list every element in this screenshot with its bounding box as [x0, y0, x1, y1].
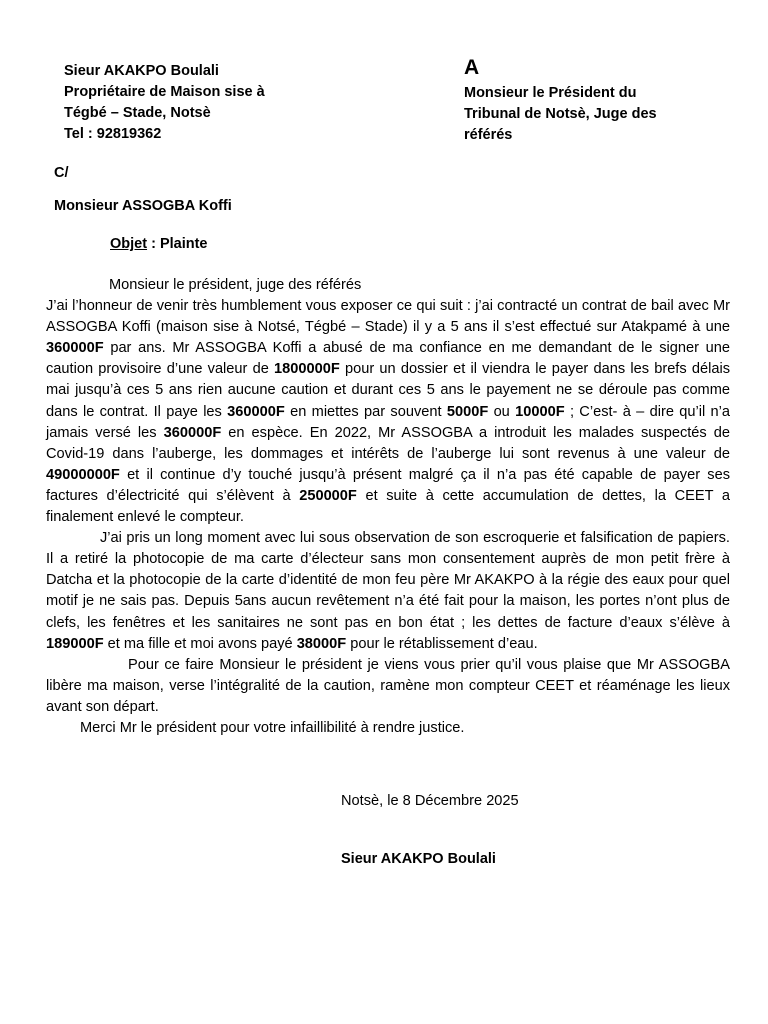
- sender-address-line-2: Tégbé – Stade, Notsè: [64, 105, 211, 121]
- p1-amount-1: 360000F: [46, 340, 104, 357]
- recipient-block: [464, 55, 694, 146]
- signature: Sieur AKAKPO Boulali: [341, 851, 496, 867]
- recipient-prefix: A: [464, 56, 480, 79]
- p2-amount-1: 189000F: [46, 635, 104, 652]
- paragraph-1: [46, 296, 730, 528]
- p1-amount-6: 360000F: [163, 424, 222, 441]
- sender-phone: Tel : 92819362: [64, 126, 162, 142]
- sender-block: [64, 61, 265, 145]
- p1-amount-5: 10000F: [515, 403, 565, 420]
- p1-amount-3: 360000F: [227, 403, 285, 420]
- p1-text-7: en espèce. En 2022, Mr ASSOGBA a introduit les malades suspectés de Covid-19 dans l’auberge, les dommages et intérêts de l’auberge lui sont revenus à une valeur de: [46, 424, 730, 462]
- salutation: Monsieur le président, juge des référés: [109, 277, 362, 293]
- p2-text-1: J’ai pris un long moment avec lui sous observation de son escroquerie et falsification de papiers. Il a retiré la photocopie de ma carte d’électeur sans mon consentement auprès de mon petit frère à Datcha et la photocopie de la carte d’identité de mon feu père Mr AKAKPO à la régie des eaux pour quel motif je ne sais pas. Depuis 5ans aucun revêtement n’a été fait pour la maison, les portes n’ont plus de clefs, les fenêtres et les sanitaires ne sont pas en bon état ; les dettes de facture d’eaux s’élève à: [46, 530, 730, 631]
- p1-text-5: ou: [488, 403, 516, 420]
- p2-amount-2: 38000F: [296, 635, 347, 652]
- p1-text-9: et suite à cette accumulation de dettes, la CEET a finalement enlevé le compteur.: [46, 487, 730, 526]
- p1-text-6: ; C’est- à – dire qu’il n’a jamais versé les: [46, 403, 730, 441]
- paragraph-3: Pour ce faire Monsieur le président je viens vous prier qu’il vous plaise que Mr ASSOGBA libère ma maison, verse l’intégralité de la caution, ramène mon compteur CEET et réaménage les lieux avant son départ.: [46, 656, 730, 715]
- defendant-name: Monsieur ASSOGBA Koffi: [54, 198, 232, 214]
- sender-address-line-1: Propriétaire de Maison sise à: [64, 84, 265, 100]
- p1-text-3: pour un dossier et il viendra le payer dans les brefs délais mai jusqu’à ces 5 ans rien aucune caution et durant ces 5 ans le payement ne se déroule pas comme dans le contrat. Il paye les: [46, 361, 730, 420]
- p2-text-2: et ma fille et moi avons payé: [103, 635, 297, 652]
- p1-text-1: J’ai l’honneur de venir très humblement vous exposer ce qui suit : j’ai contracté un contrat de bail avec Mr ASSOGBA Koffi (maison sise à Notsé, Tégbé – Stade) il y a 5 ans il s’est effectué sur Atakpamé à une: [46, 298, 730, 336]
- p1-text-2: par ans. Mr ASSOGBA Koffi a abusé de ma confiance en me demandant de le signer une caution provisoire d’une valeur de: [46, 340, 730, 378]
- subject-value: Plainte: [159, 236, 208, 252]
- p1-amount-7: 49000000F: [46, 466, 120, 483]
- p2-text-3: pour le rétablissement d’eau.: [346, 635, 538, 652]
- p1-amount-4: 5000F: [446, 403, 489, 420]
- recipient-line-1: Monsieur le Président du: [464, 85, 637, 101]
- recipient-line-2: Tribunal de Notsè, Juge des: [464, 106, 657, 122]
- subject-separator: :: [147, 236, 160, 252]
- sender-name: Sieur AKAKPO Boulali: [64, 63, 219, 79]
- subject-line: [110, 234, 208, 255]
- paragraph-4: Merci Mr le président pour votre infaillibilité à rendre justice.: [80, 719, 465, 736]
- letter-body: [46, 275, 730, 739]
- p1-text-4: en miettes par souvent: [284, 403, 447, 420]
- p1-text-8: et il continue d’y touché jusqu’à présent malgré ça il n’a pas été capable de payer ses factures d’électricité qui s’élèvent à: [46, 466, 730, 504]
- paragraph-2: [46, 528, 730, 655]
- letter-date: Notsè, le 8 Décembre 2025: [341, 793, 519, 809]
- subject-label: Objet: [110, 236, 148, 252]
- p1-amount-8: 250000F: [299, 487, 357, 504]
- against-marker: C/: [54, 165, 69, 181]
- p1-amount-2: 1800000F: [274, 361, 340, 378]
- recipient-line-3: référés: [464, 127, 513, 143]
